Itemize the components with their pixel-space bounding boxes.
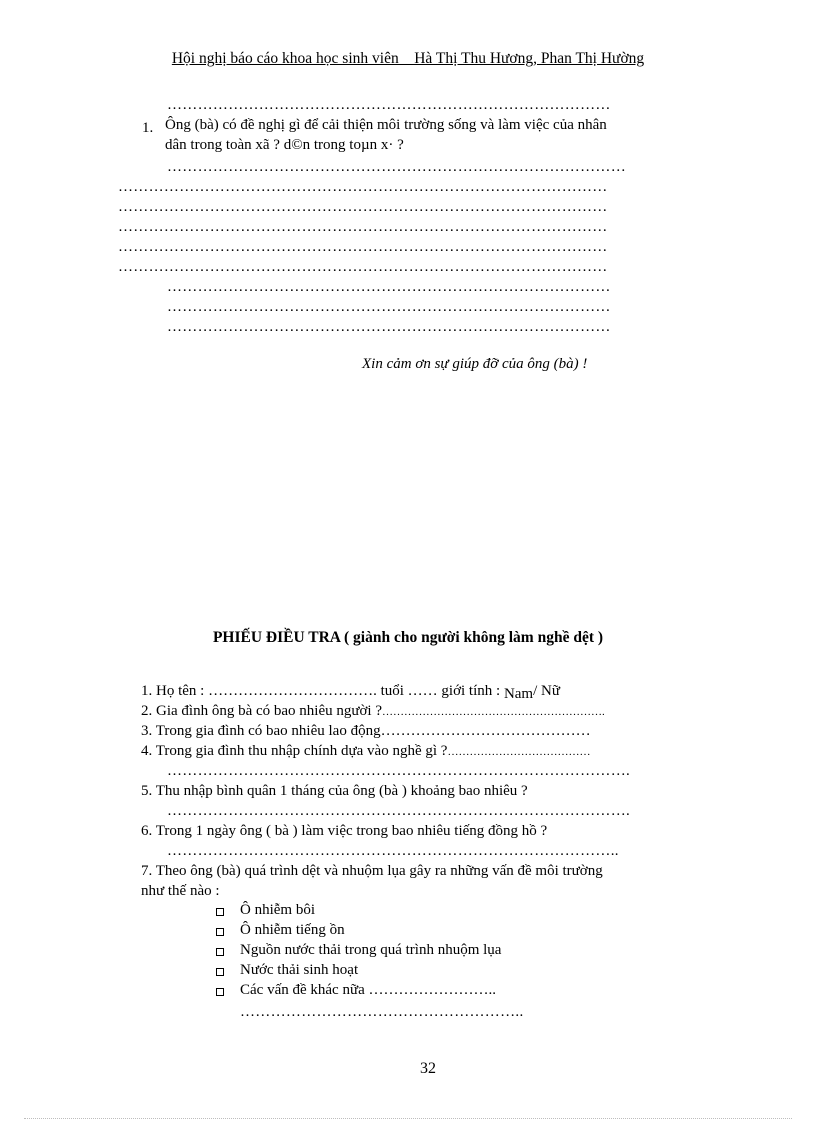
dotted-line: …………………………………………………………………………… xyxy=(167,97,611,113)
page-bottom-border xyxy=(24,1118,792,1119)
thank-you-note: Xin cảm ơn sự giúp đỡ của ông (bà) ! xyxy=(362,356,588,372)
checkbox-icon[interactable] xyxy=(216,928,224,936)
answer-line: …………………………………………………………………………………… xyxy=(118,199,608,215)
answer-line: …………………………………………………………………………………… xyxy=(118,239,608,255)
q5-text: 5. Thu nhập bình quân 1 tháng của ông (bà ) khoảng bao nhiêu ? xyxy=(141,783,528,799)
option-label: Nước thải sinh hoạt xyxy=(240,962,359,978)
answer-line: ……………………………………………………………………………… xyxy=(167,159,626,175)
q1-option-male: Nam xyxy=(503,686,534,702)
q1-option-female: / Nữ xyxy=(533,683,560,699)
option-label: Các vấn đề khác nữa …………………….. xyxy=(240,982,496,998)
checkbox-icon[interactable] xyxy=(216,968,224,976)
answer-line: …………………………………………………………………………… xyxy=(167,299,611,315)
question-text-line1: Ông (bà) có đề nghị gì để cải thiện môi trường sống và làm việc của nhân xyxy=(165,117,607,133)
q2-text xyxy=(141,702,605,721)
q1-label: 1. Họ tên : ……………………………. tuổi …… giới tính : xyxy=(141,683,501,699)
answer-line: …………………………………………………………………………………… xyxy=(118,259,608,275)
q7-text-line1: 7. Theo ông (bà) quá trình dệt và nhuộm lụa gây ra những vấn đề môi trường xyxy=(141,863,603,879)
q4-answer-line: ………………………………………………………………………………. xyxy=(167,763,631,779)
form-title: PHIẾU ĐIỀU TRA ( giành cho người không làm nghề dệt ) xyxy=(212,629,604,646)
question-text-line2: dân trong toàn xã ? d©n trong toµn x· ? xyxy=(165,137,404,153)
q5-answer-line: ………………………………………………………………………………. xyxy=(167,803,631,819)
q3-text: 3. Trong gia đình có bao nhiêu lao động…………………………………… xyxy=(141,723,591,739)
checkbox-icon[interactable] xyxy=(216,988,224,996)
option-label: Nguồn nước thải trong quá trình nhuộm lụa xyxy=(240,942,502,958)
checkbox-icon[interactable] xyxy=(216,908,224,916)
page-number: 32 xyxy=(420,1060,436,1077)
q2-label: 2. Gia đình ông bà có bao nhiêu người ? xyxy=(141,703,383,719)
option-label: Ô nhiễm tiếng ồn xyxy=(240,922,345,938)
q4-text xyxy=(141,742,590,761)
q6-text: 6. Trong 1 ngày ông ( bà ) làm việc trong bao nhiêu tiếng đồng hồ ? xyxy=(141,823,548,839)
question-number: 1. xyxy=(142,120,154,136)
q7-text-line2: như thế nào : xyxy=(141,883,220,899)
q4-dots: ………………………………… xyxy=(447,746,591,758)
running-header: Hội nghị báo cáo khoa học sinh viên _ Hà Thị Thu Hương, Phan Thị Hường xyxy=(171,50,645,67)
q6-answer-line: …………………………………………………………………………….. xyxy=(167,843,619,859)
option-label: Ô nhiễm bôi xyxy=(240,902,315,918)
answer-line: …………………………………………………………………………………… xyxy=(118,219,608,235)
answer-line: …………………………………………………………………………………… xyxy=(118,179,608,195)
option-answer-line: ……………………………………………….. xyxy=(240,1004,524,1020)
q4-label: 4. Trong gia đình thu nhập chính dựa vào nghề gì ? xyxy=(141,743,448,759)
answer-line: …………………………………………………………………………… xyxy=(167,279,611,295)
answer-line: …………………………………………………………………………… xyxy=(167,319,611,335)
q1-text xyxy=(141,682,560,700)
checkbox-icon[interactable] xyxy=(216,948,224,956)
q2-dots: ……………………………………………………. xyxy=(382,706,605,718)
